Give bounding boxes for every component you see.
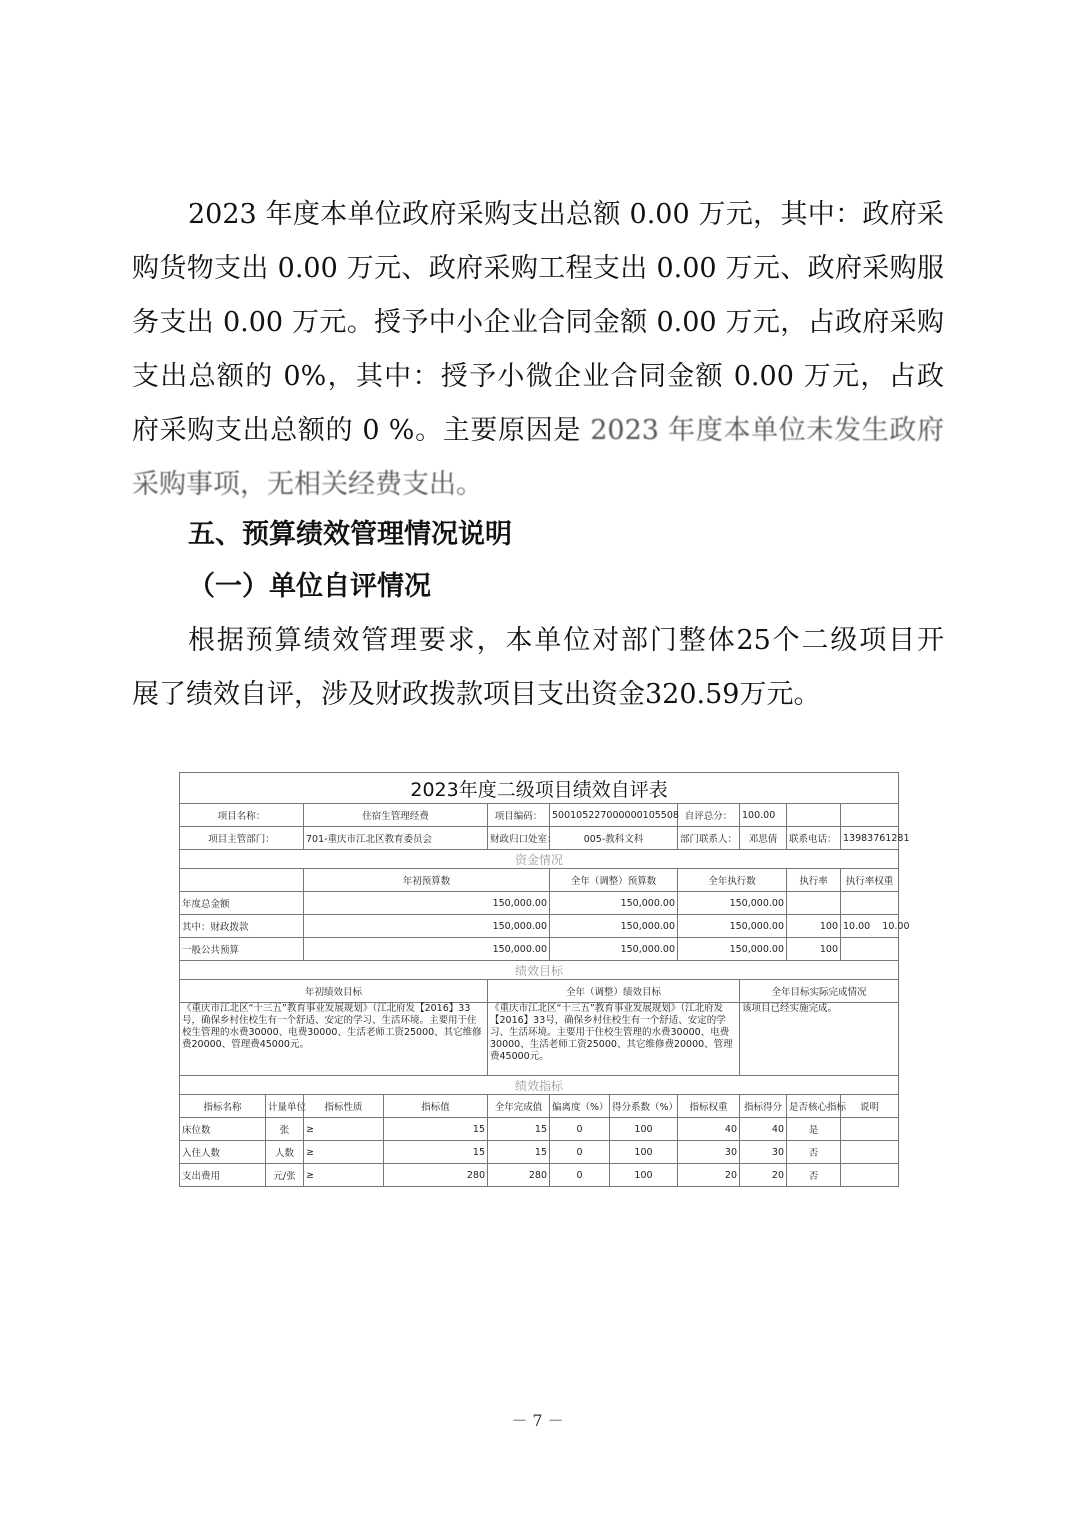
indicator-deviation: 0 — [550, 1164, 610, 1187]
funds-executed: 150,000.00 — [678, 892, 787, 915]
contact-label: 部门联系人： — [678, 827, 740, 850]
evaluation-table-container — [179, 772, 910, 1187]
empty-cell — [841, 804, 899, 827]
indicator-note — [841, 1118, 899, 1141]
indicator-score: 30 — [740, 1141, 787, 1164]
indicator-core: 是 — [787, 1118, 841, 1141]
funds-weight-score — [841, 915, 910, 938]
evaluation-table — [179, 772, 910, 1187]
indicator-header: 指标值 — [384, 1095, 488, 1118]
project-name-value: 住宿生管理经费 — [304, 804, 488, 827]
goals-header: 年初绩效目标 — [180, 980, 488, 1003]
paragraph-line — [132, 404, 944, 458]
funds-header-row — [180, 869, 899, 892]
paragraph-line: 展了绩效自评，涉及财政拨款项目支出资金320.59万元。 — [132, 679, 821, 710]
indicator-nature: ≥ — [304, 1118, 384, 1141]
goals-header: 全年（调整）绩效目标 — [488, 980, 740, 1003]
indicator-header: 指标得分 — [740, 1095, 787, 1118]
goals-header-row — [180, 980, 899, 1003]
indicator-nature: ≥ — [304, 1164, 384, 1187]
paragraph-line: 务支出 0.00 万元。授予中小企业合同金额 0.00 万元，占政府采购 — [132, 307, 944, 338]
paragraph-line-blurred: 采购事项，无相关经费支出。 — [132, 469, 483, 500]
funds-weight: 10.00 — [843, 920, 871, 932]
section-heading: 五、预算绩效管理情况说明 — [188, 519, 512, 550]
indicator-unit: 元/张 — [266, 1164, 304, 1187]
funds-adjusted: 150,000.00 — [550, 915, 678, 938]
indicator-deviation: 0 — [550, 1141, 610, 1164]
indicator-nature: ≥ — [304, 1141, 384, 1164]
indicator-weight: 20 — [678, 1164, 740, 1187]
paragraph-line-part: 府采购支出总额的 0 %。主要原因是 — [132, 415, 591, 446]
indicator-note — [841, 1164, 899, 1187]
indicator-header: 得分系数（%） — [610, 1095, 678, 1118]
indicator-name: 支出费用 — [180, 1164, 266, 1187]
indicator-header-row — [180, 1095, 899, 1118]
indicator-header: 是否核心指标 — [787, 1095, 841, 1118]
funds-adjusted: 150,000.00 — [550, 892, 678, 915]
table-title: 2023年度二级项目绩效自评表 — [180, 773, 899, 804]
funds-budget: 150,000.00 — [304, 938, 550, 961]
indicator-row — [180, 1118, 899, 1141]
project-code-value: 500105227000000105508 — [550, 804, 678, 827]
goals-row — [180, 1003, 899, 1076]
funds-row-label: 年度总金额 — [180, 892, 304, 915]
score-label: 自评总分： — [678, 804, 740, 827]
indicator-coef: 100 — [610, 1118, 678, 1141]
project-code-label: 项目编码： — [488, 804, 550, 827]
indicator-value: 280 — [384, 1164, 488, 1187]
indicator-core: 否 — [787, 1141, 841, 1164]
funds-header: 全年执行数 — [678, 869, 787, 892]
funds-budget: 150,000.00 — [304, 892, 550, 915]
funds-rate: 100 — [787, 915, 841, 938]
indicator-done: 15 — [488, 1141, 550, 1164]
indicator-deviation: 0 — [550, 1118, 610, 1141]
funds-header: 全年（调整）预算数 — [550, 869, 678, 892]
goal-actual: 该项目已经实施完成。 — [740, 1003, 899, 1076]
indicator-header: 偏离度（%） — [550, 1095, 610, 1118]
office-value: 005-教科文科 — [550, 827, 678, 850]
paragraph-line: 根据预算绩效管理要求，本单位对部门整体25个二级项目开 — [188, 625, 944, 656]
funds-header: 执行率 — [787, 869, 841, 892]
indicator-unit: 人数 — [266, 1141, 304, 1164]
funds-rate: 100 — [787, 938, 841, 961]
funds-row — [180, 892, 899, 915]
funds-header: 执行率权重 — [841, 869, 899, 892]
paragraph-line: 购货物支出 0.00 万元、政府采购工程支出 0.00 万元、政府采购服 — [132, 253, 944, 284]
funds-score: 10.00 — [882, 920, 910, 932]
indicator-weight: 30 — [678, 1141, 740, 1164]
funds-row-label: 其中：财政拨款 — [180, 915, 304, 938]
funds-section-header: 资金情况 — [180, 850, 899, 869]
paragraph-line-part-blurred: 2023 年度本单位未发生政府 — [590, 415, 944, 446]
indicator-note — [841, 1141, 899, 1164]
project-row — [180, 804, 899, 827]
phone-value: 13983761281 — [841, 827, 899, 850]
funds-adjusted: 150,000.00 — [550, 938, 678, 961]
contact-value: 邓思倩 — [740, 827, 787, 850]
goals-header: 全年目标实际完成情况 — [740, 980, 899, 1003]
office-label: 财政归口处室： — [488, 827, 550, 850]
funds-weight — [841, 892, 899, 915]
indicator-header: 指标名称 — [180, 1095, 266, 1118]
phone-label: 联系电话： — [787, 827, 841, 850]
dept-value: 701-重庆市江北区教育委员会 — [304, 827, 488, 850]
funds-rate — [787, 892, 841, 915]
empty-cell — [787, 804, 841, 827]
indicator-header: 计量单位 — [266, 1095, 304, 1118]
indicator-done: 15 — [488, 1118, 550, 1141]
indicator-core: 否 — [787, 1164, 841, 1187]
goal-initial: 《重庆市江北区“十三五”教育事业发展规划》（江北府发【2016】33号，确保乡村住校生有一个舒适、安定的学习、生活环境。主要用于住校生管理的水费30000、电费30000、生活老师工资25000、其它维修费20000、管理费45000元。 — [180, 1003, 488, 1076]
indicator-score: 40 — [740, 1118, 787, 1141]
funds-weight — [841, 938, 899, 961]
indicator-header: 指标权重 — [678, 1095, 740, 1118]
indicator-header: 全年完成值 — [488, 1095, 550, 1118]
indicator-coef: 100 — [610, 1164, 678, 1187]
indicator-unit: 张 — [266, 1118, 304, 1141]
empty-cell — [180, 869, 304, 892]
indicators-section-header: 绩效指标 — [180, 1076, 899, 1095]
page-number: － 7 － — [511, 1411, 564, 1430]
indicator-header: 说明 — [841, 1095, 899, 1118]
funds-row — [180, 938, 899, 961]
funds-budget: 150,000.00 — [304, 915, 550, 938]
indicator-weight: 40 — [678, 1118, 740, 1141]
funds-executed: 150,000.00 — [678, 915, 787, 938]
dept-label: 项目主管部门： — [180, 827, 304, 850]
indicator-row — [180, 1164, 899, 1187]
indicator-coef: 100 — [610, 1141, 678, 1164]
indicator-score: 20 — [740, 1164, 787, 1187]
funds-row — [180, 915, 899, 938]
indicator-value: 15 — [384, 1141, 488, 1164]
goal-adjusted: 《重庆市江北区“十三五”教育事业发展规划》（江北府发【2016】33号，确保乡村住校生有一个舒适、安定的学习、生活环境。主要用于住校生管理的水费30000、电费30000、生活老师工资25000、其它维修费20000、管理费45000元。 — [488, 1003, 740, 1076]
self-evaluation-paragraph — [132, 614, 944, 722]
indicator-name: 入住人数 — [180, 1141, 266, 1164]
paragraph-line: 支出总额的 0%，其中：授予小微企业合同金额 0.00 万元，占政 — [132, 361, 944, 392]
project-name-label: 项目名称： — [180, 804, 304, 827]
score-value: 100.00 — [740, 804, 787, 827]
department-row — [180, 827, 899, 850]
funds-header: 年初预算数 — [304, 869, 550, 892]
subsection-heading: （一）单位自评情况 — [188, 571, 431, 602]
indicator-row — [180, 1141, 899, 1164]
indicator-done: 280 — [488, 1164, 550, 1187]
funds-executed: 150,000.00 — [678, 938, 787, 961]
procurement-paragraph — [132, 188, 944, 512]
indicator-header: 指标性质 — [304, 1095, 384, 1118]
paragraph-line: 2023 年度本单位政府采购支出总额 0.00 万元，其中：政府采 — [188, 199, 944, 230]
indicator-name: 床位数 — [180, 1118, 266, 1141]
goals-section-header: 绩效目标 — [180, 961, 899, 980]
indicator-value: 15 — [384, 1118, 488, 1141]
funds-row-label: 一般公共预算 — [180, 938, 304, 961]
